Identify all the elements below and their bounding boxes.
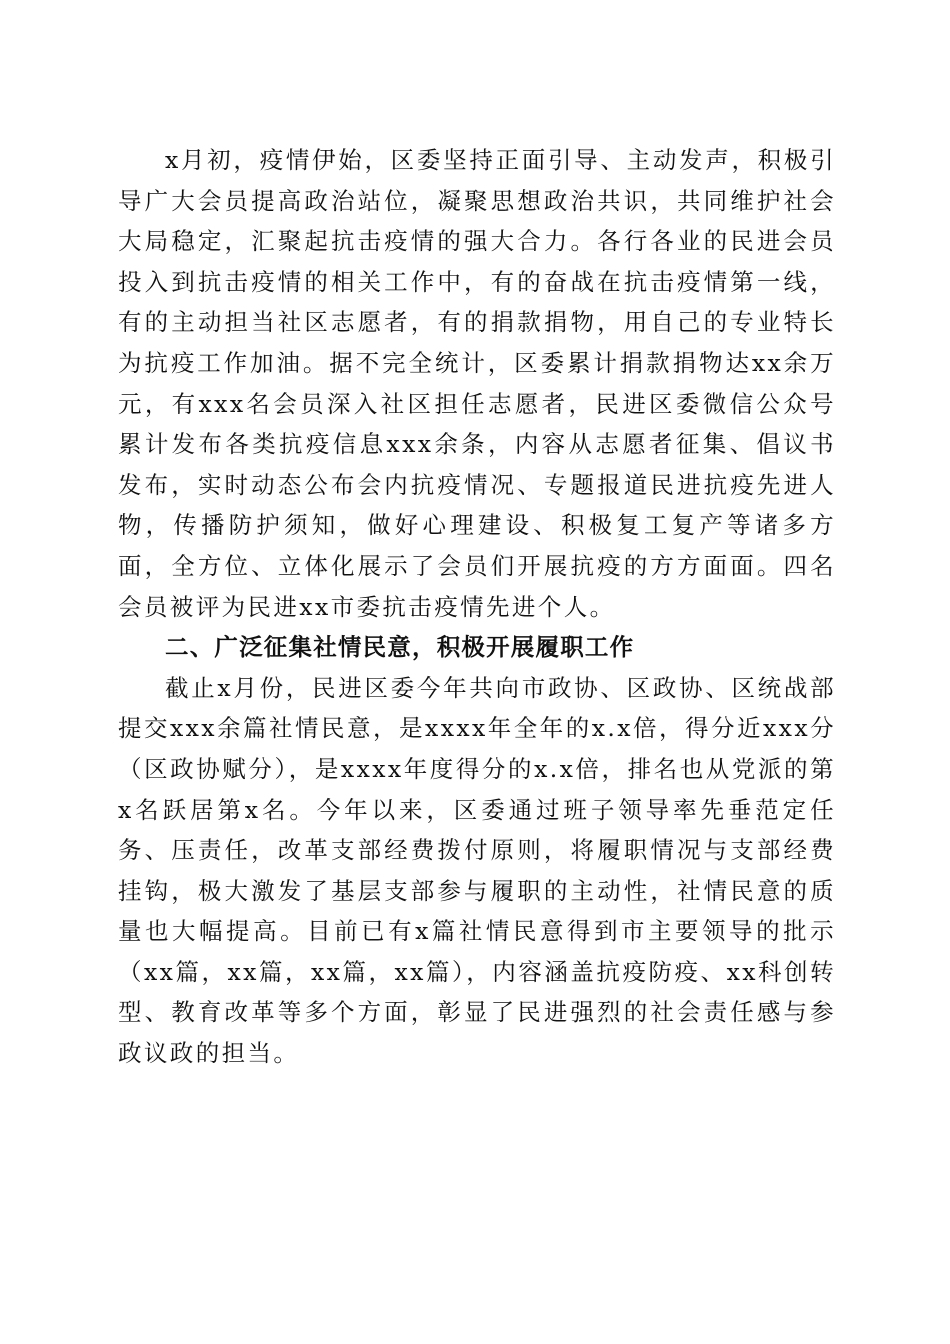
section-heading-2: 二、广泛征集社情民意，积极开展履职工作 xyxy=(165,633,635,662)
paragraph-epidemic-response: x月初，疫情伊始，区委坚持正面引导、主动发声，积极引导广大会员提高政治站位，凝聚思想政治共识，共同维护社会大局稳定，汇聚起抗击疫情的强大合力。各行各业的民进会员投入到抗击疫情的相关工作中，有的奋战在抗击疫情第一线，有的主动担当社区志愿者，有的捐款捐物，用自己的专业特长为抗疫工作加油。据不完全统计，区委累计捐款捐物达xx余万元，有xxx名会员深入社区担任志愿者，民进区委微信公众号累计发布各类抗疫信息xxx余条，内容从志愿者征集、倡议书发布，实时动态公布会内抗疫情况、专题报道民进抗疫先进人物，传播防护须知，做好心理建设、积极复工复产等诸多方面，全方位、立体化展示了会员们开展抗疫的方方面面。四名会员被评为民进xx市委抗击疫情先进个人。 xyxy=(118,146,836,621)
paragraph-public-opinion: 截止x月份，民进区委今年共向市政协、区政协、区统战部提交xxx余篇社情民意，是xxxx年全年的x.x倍，得分近xxx分（区政协赋分），是xxxx年度得分的x.x倍，排名也从党派的第x名跃居第x名。今年以来，区委通过班子领导率先垂范定任务、压责任，改革支部经费拨付原则，将履职情况与支部经费挂钩，极大激发了基层支部参与履职的主动性，社情民意的质量也大幅提高。目前已有x篇社情民意得到市主要领导的批示（xx篇，xx篇，xx篇，xx篇），内容涵盖抗疫防疫、xx科创转型、教育改革等多个方面，彰显了民进强烈的社会责任感与参政议政的担当。 xyxy=(118,673,836,1068)
document-body xyxy=(118,140,836,1074)
